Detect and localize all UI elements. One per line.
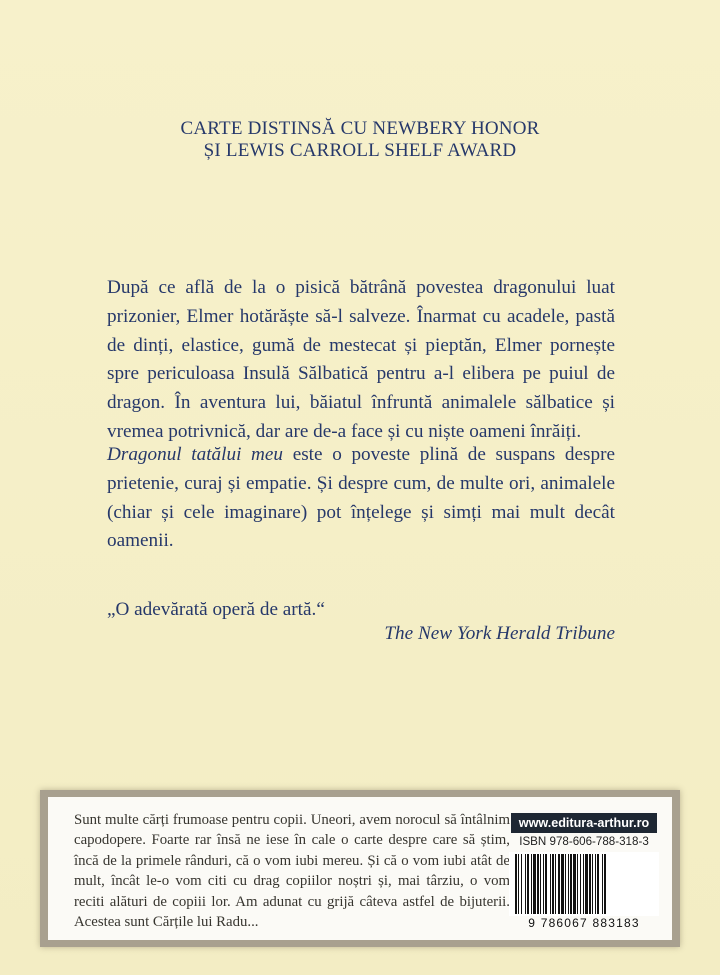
award-line-1: CARTE DISTINSĂ CU NEWBERY HONOR	[180, 118, 540, 139]
award-heading	[0, 118, 720, 162]
series-description: Sunt multe cărți frumoase pentru copii. Uneori, avem norocul să întâlnim capodopere. Foarte rar însă ne iese în cale o carte despre care să știm, încă de la primele rânduri, că o vom iubi mereu. Și că o vom iubi atât de mult, încât le-o vom citi cu drag copiilor noștri și, mai târziu, o vom reciti alături de copiii lor. Am adunat cu grijă câteva astfel de bijuterii. Acestea sunt Cărțile lui Radu...	[74, 812, 510, 931]
blurb-text-2	[107, 441, 615, 556]
review-source: The New York Herald Tribune	[384, 623, 615, 644]
barcode-icon	[509, 852, 659, 916]
award-line-2: ȘI LEWIS CARROLL SHELF AWARD	[203, 140, 517, 161]
publisher-strip	[40, 790, 680, 947]
isbn-label: ISBN 978-606-788-318-3	[519, 835, 649, 848]
blurb-text-2-rest: este o poveste plină de suspans despre prietenie, curaj și empatie. Și despre cum, de multe ori, animalele (chiar și cele imaginare) pot înțelege și simți mai mult decât oamenii.	[107, 444, 615, 552]
publisher-website: www.editura-arthur.ro	[511, 813, 657, 833]
barcode-digits: 9 786067 883183	[528, 916, 640, 930]
blurb-text-1: După ce află de la o pisică bătrână povestea dragonului luat prizonier, Elmer hotărăște să-l salveze. Înarmat cu acadele, pastă de dinți, elastice, gumă de mestecat și pieptăn, Elmer pornește spre periculoasa Insulă Sălbatică pentru a-l elibera pe puiul de dragon. În aventura lui, băiatul înfruntă animalele sălbatice și vremea potrivnică, dar are de-a face și cu niște oameni înrăiți.	[107, 277, 615, 442]
book-title: Dragonul tatălui meu	[107, 444, 284, 465]
review-quote: „O adevărată operă de artă.“	[107, 599, 325, 620]
publisher-strip-paper	[48, 797, 672, 940]
blurb-paragraph-1	[107, 274, 615, 447]
blurb-paragraph-2	[107, 441, 615, 556]
